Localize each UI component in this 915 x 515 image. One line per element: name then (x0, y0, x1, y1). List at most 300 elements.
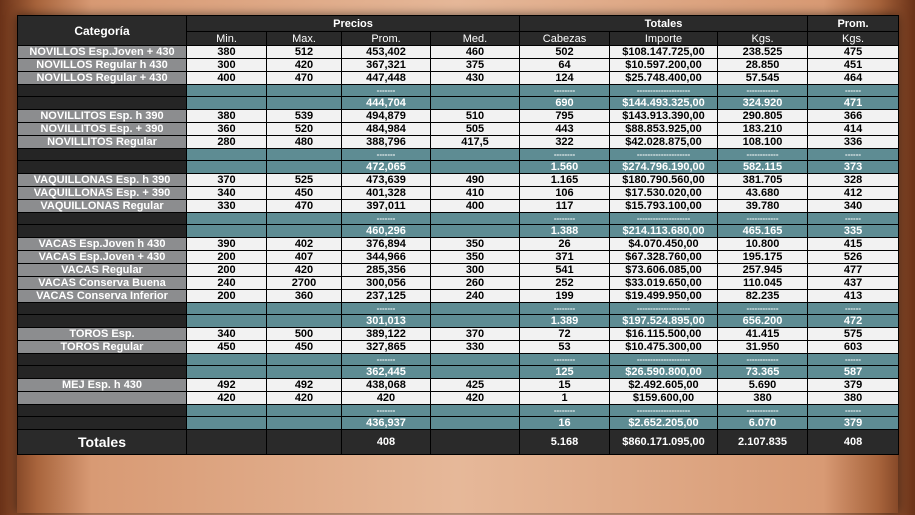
table-cell: 350 (431, 238, 520, 251)
table-cell: 195.175 (718, 251, 808, 264)
separator-row (18, 303, 899, 315)
table-cell: 490 (431, 174, 520, 187)
table-cell: 340 (808, 200, 899, 213)
table-cell: 28.850 (718, 59, 808, 72)
table-cell: 380 (808, 392, 899, 405)
table-cell: $2.652.205,00 (610, 417, 718, 430)
category-label (18, 225, 187, 238)
table-cell: 472,065 (342, 161, 431, 174)
category-label: VAQUILLONAS Regular (18, 200, 187, 213)
table-cell: ------------ (718, 354, 808, 366)
table-cell: 473,639 (342, 174, 431, 187)
table-cell: 367,321 (342, 59, 431, 72)
table-cell (267, 161, 342, 174)
table-cell: 525 (267, 174, 342, 187)
table-cell: 373 (808, 161, 899, 174)
table-cell: 340 (187, 328, 267, 341)
table-cell: 397,011 (342, 200, 431, 213)
table-cell: 330 (187, 200, 267, 213)
table-cell: 420 (431, 392, 520, 405)
table-cell (187, 354, 267, 366)
table-cell: 370 (431, 328, 520, 341)
table-cell: 541 (520, 264, 610, 277)
table-body (18, 46, 899, 430)
table-cell: 380 (187, 46, 267, 59)
table-cell: 380 (718, 392, 808, 405)
table-cell: 57.545 (718, 72, 808, 85)
table-cell: 417,5 (431, 136, 520, 149)
table-cell (267, 315, 342, 328)
table-cell: 39.780 (718, 200, 808, 213)
table-cell: 1.388 (520, 225, 610, 238)
table-cell: 300,056 (342, 277, 431, 290)
table-cell: 43.680 (718, 187, 808, 200)
table-cell (431, 161, 520, 174)
table-cell: 510 (431, 110, 520, 123)
table-cell (187, 417, 267, 430)
table-cell: 539 (267, 110, 342, 123)
table-cell: -------- (520, 354, 610, 366)
table-row (18, 200, 899, 213)
separator-row (18, 213, 899, 225)
header-prom: Prom. (342, 32, 431, 46)
table-cell: 407 (267, 251, 342, 264)
table-cell: 10.800 (718, 238, 808, 251)
table-cell: 502 (520, 46, 610, 59)
table-cell: 450 (187, 341, 267, 354)
category-label: VAQUILLONAS Esp. h 390 (18, 174, 187, 187)
table-cell: $33.019.650,00 (610, 277, 718, 290)
header-importe: Importe (610, 32, 718, 46)
table-cell: 73.365 (718, 366, 808, 379)
table-cell: 444,704 (342, 97, 431, 110)
category-label (18, 315, 187, 328)
table-cell: 290.805 (718, 110, 808, 123)
subtotal-row (18, 97, 899, 110)
table-cell (187, 149, 267, 161)
table-cell: ------- (342, 213, 431, 225)
table-cell: 656.200 (718, 315, 808, 328)
table-cell (187, 213, 267, 225)
table-cell: 1.165 (520, 174, 610, 187)
table-cell: 379 (808, 417, 899, 430)
table-cell: ------ (808, 303, 899, 315)
table-cell: 447,448 (342, 72, 431, 85)
table-cell: 252 (520, 277, 610, 290)
table-cell: $73.606.085,00 (610, 264, 718, 277)
table-cell: -------- (520, 213, 610, 225)
table-cell: 1.560 (520, 161, 610, 174)
table-cell: 362,445 (342, 366, 431, 379)
table-row (18, 392, 899, 405)
table-row (18, 46, 899, 59)
table-cell (431, 97, 520, 110)
header-kgs: Kgs. (718, 32, 808, 46)
table-cell: 420 (267, 59, 342, 72)
table-cell: 376,894 (342, 238, 431, 251)
table-cell: 238.525 (718, 46, 808, 59)
table-cell: $10.597.200,00 (610, 59, 718, 72)
category-label: TOROS Esp. (18, 328, 187, 341)
table-cell: 200 (187, 290, 267, 303)
table-cell: 412 (808, 187, 899, 200)
table-cell: 117 (520, 200, 610, 213)
table-cell: 690 (520, 97, 610, 110)
table-cell: 260 (431, 277, 520, 290)
table-cell: 108.100 (718, 136, 808, 149)
table-cell: 360 (187, 123, 267, 136)
table-cell: $274.796.190,00 (610, 161, 718, 174)
table-cell: $42.028.875,00 (610, 136, 718, 149)
table-cell: 237,125 (342, 290, 431, 303)
table-cell (431, 149, 520, 161)
separator-row (18, 405, 899, 417)
table-cell: -------------------- (610, 405, 718, 417)
table-cell: 53 (520, 341, 610, 354)
table-cell: 575 (808, 328, 899, 341)
separator-row (18, 85, 899, 97)
table-cell: 26 (520, 238, 610, 251)
livestock-prices-table-frame (17, 15, 898, 513)
totals-cell: 5.168 (520, 430, 610, 455)
category-label (18, 354, 187, 366)
table-cell: 437 (808, 277, 899, 290)
table-row (18, 238, 899, 251)
table-cell: -------- (520, 149, 610, 161)
table-cell: ------ (808, 354, 899, 366)
header-med: Med. (431, 32, 520, 46)
table-cell: ------- (342, 149, 431, 161)
table-cell: 350 (431, 251, 520, 264)
header-group-totales: Totales (520, 16, 808, 32)
table-cell: $180.790.560,00 (610, 174, 718, 187)
table-cell: $88.853.925,00 (610, 123, 718, 136)
table-cell: -------- (520, 405, 610, 417)
table-cell: $26.590.800,00 (610, 366, 718, 379)
table-cell: 1 (520, 392, 610, 405)
table-cell: 460 (431, 46, 520, 59)
category-label: NOVILLITOS Regular (18, 136, 187, 149)
category-label: NOVILLOS Regular + 430 (18, 72, 187, 85)
header-prom-kgs: Kgs. (808, 32, 899, 46)
table-cell: 512 (267, 46, 342, 59)
table-cell: 240 (187, 277, 267, 290)
table-cell: 200 (187, 264, 267, 277)
table-cell: ------ (808, 85, 899, 97)
table-cell: 16 (520, 417, 610, 430)
table-cell: 438,068 (342, 379, 431, 392)
table-cell: 400 (431, 200, 520, 213)
totals-cell (267, 430, 342, 455)
category-label (18, 405, 187, 417)
header-cabezas: Cabezas (520, 32, 610, 46)
category-label: NOVILLOS Regular h 430 (18, 59, 187, 72)
table-cell: 388,796 (342, 136, 431, 149)
table-cell: 494,879 (342, 110, 431, 123)
table-cell: 340 (187, 187, 267, 200)
table-cell (267, 97, 342, 110)
table-row (18, 264, 899, 277)
table-cell (267, 85, 342, 97)
table-cell: 410 (431, 187, 520, 200)
category-label (18, 149, 187, 161)
category-label (18, 213, 187, 225)
table-cell: 453,402 (342, 46, 431, 59)
table-cell: $143.913.390,00 (610, 110, 718, 123)
table-cell: 1.389 (520, 315, 610, 328)
table-cell: 336 (808, 136, 899, 149)
totals-label: Totales (18, 430, 187, 455)
table-row (18, 341, 899, 354)
category-label: VAQUILLONAS Esp. + 390 (18, 187, 187, 200)
table-cell: $16.115.500,00 (610, 328, 718, 341)
table-cell: 451 (808, 59, 899, 72)
table-cell (187, 303, 267, 315)
table-cell: -------------------- (610, 303, 718, 315)
header-max: Max. (267, 32, 342, 46)
table-cell (187, 366, 267, 379)
table-cell: 280 (187, 136, 267, 149)
livestock-prices-table (17, 15, 899, 455)
category-label (18, 417, 187, 430)
table-cell (267, 417, 342, 430)
table-cell: 322 (520, 136, 610, 149)
table-cell: 344,966 (342, 251, 431, 264)
table-cell (267, 225, 342, 238)
table-cell: $67.328.760,00 (610, 251, 718, 264)
totals-cell (187, 430, 267, 455)
table-cell: ------- (342, 354, 431, 366)
table-cell (187, 405, 267, 417)
table-cell: 335 (808, 225, 899, 238)
table-cell: 460,296 (342, 225, 431, 238)
table-cell: 2700 (267, 277, 342, 290)
category-label (18, 303, 187, 315)
table-cell: $144.493.325,00 (610, 97, 718, 110)
category-label: NOVILLOS Esp.Joven + 430 (18, 46, 187, 59)
table-cell (431, 366, 520, 379)
table-cell: ------------ (718, 303, 808, 315)
category-label: VACAS Esp.Joven + 430 (18, 251, 187, 264)
table-cell: 603 (808, 341, 899, 354)
table-cell: -------- (520, 85, 610, 97)
table-cell: 5.690 (718, 379, 808, 392)
table-cell: 520 (267, 123, 342, 136)
table-cell: 425 (431, 379, 520, 392)
table-cell: 465.165 (718, 225, 808, 238)
header-row-groups (18, 16, 899, 32)
separator-row (18, 149, 899, 161)
table-cell (431, 405, 520, 417)
category-label: VACAS Esp.Joven h 430 (18, 238, 187, 251)
table-cell: 124 (520, 72, 610, 85)
header-min: Min. (187, 32, 267, 46)
table-cell (267, 405, 342, 417)
table-cell: 420 (267, 392, 342, 405)
table-cell (187, 85, 267, 97)
table-cell: 125 (520, 366, 610, 379)
table-cell: 183.210 (718, 123, 808, 136)
table-cell: ------------ (718, 405, 808, 417)
totals-cell (431, 430, 520, 455)
table-cell: 430 (431, 72, 520, 85)
table-cell: 370 (187, 174, 267, 187)
table-cell (267, 149, 342, 161)
table-cell: 110.045 (718, 277, 808, 290)
table-cell: ------------ (718, 213, 808, 225)
subtotal-row (18, 161, 899, 174)
totals-row (18, 430, 899, 455)
table-cell: ------- (342, 405, 431, 417)
category-label: NOVILLITOS Esp. h 390 (18, 110, 187, 123)
table-cell: $159.600,00 (610, 392, 718, 405)
table-cell: 587 (808, 366, 899, 379)
table-cell: 400 (187, 72, 267, 85)
table-cell: 414 (808, 123, 899, 136)
table-cell: 257.945 (718, 264, 808, 277)
category-label (18, 85, 187, 97)
table-cell (267, 213, 342, 225)
category-label: TOROS Regular (18, 341, 187, 354)
subtotal-row (18, 315, 899, 328)
table-cell: 15 (520, 379, 610, 392)
table-cell: $108.147.725,00 (610, 46, 718, 59)
category-label: VACAS Regular (18, 264, 187, 277)
table-cell: 240 (431, 290, 520, 303)
table-cell: 464 (808, 72, 899, 85)
subtotal-row (18, 225, 899, 238)
table-cell: ------- (342, 85, 431, 97)
table-cell: 443 (520, 123, 610, 136)
table-cell: $17.530.020,00 (610, 187, 718, 200)
table-cell: 415 (808, 238, 899, 251)
table-cell: $19.499.950,00 (610, 290, 718, 303)
table-row (18, 328, 899, 341)
table-cell (267, 354, 342, 366)
totals-cell: $860.171.095,00 (610, 430, 718, 455)
table-cell: -------------------- (610, 85, 718, 97)
table-row (18, 136, 899, 149)
table-row (18, 110, 899, 123)
table-cell: 371 (520, 251, 610, 264)
table-cell: ------- (342, 303, 431, 315)
table-cell: 375 (431, 59, 520, 72)
table-cell: 82.235 (718, 290, 808, 303)
table-cell: 402 (267, 238, 342, 251)
table-cell: 31.950 (718, 341, 808, 354)
table-cell: 41.415 (718, 328, 808, 341)
table-cell: $214.113.680,00 (610, 225, 718, 238)
category-label: MEJ Esp. h 430 (18, 379, 187, 392)
header-group-precios: Precios (187, 16, 520, 32)
table-row (18, 290, 899, 303)
table-cell: 401,328 (342, 187, 431, 200)
table-cell: 413 (808, 290, 899, 303)
table-cell (431, 354, 520, 366)
table-cell: -------------------- (610, 149, 718, 161)
table-cell: 477 (808, 264, 899, 277)
table-cell: 300 (187, 59, 267, 72)
table-cell: 390 (187, 238, 267, 251)
table-cell: 381.705 (718, 174, 808, 187)
table-cell: 480 (267, 136, 342, 149)
table-cell: 582.115 (718, 161, 808, 174)
table-cell: 379 (808, 379, 899, 392)
table-cell: $10.475.300,00 (610, 341, 718, 354)
totals-cell: 408 (342, 430, 431, 455)
table-cell: 327,865 (342, 341, 431, 354)
table-cell: 472 (808, 315, 899, 328)
table-cell: 470 (267, 72, 342, 85)
table-cell: 471 (808, 97, 899, 110)
table-cell: 420 (342, 392, 431, 405)
table-cell: 200 (187, 251, 267, 264)
table-cell (431, 225, 520, 238)
table-cell: 420 (267, 264, 342, 277)
table-cell: -------- (520, 303, 610, 315)
table-cell: 360 (267, 290, 342, 303)
table-cell: 526 (808, 251, 899, 264)
table-cell: 106 (520, 187, 610, 200)
table-cell: 300 (431, 264, 520, 277)
table-row (18, 251, 899, 264)
table-cell (187, 225, 267, 238)
category-label (18, 366, 187, 379)
table-cell (267, 303, 342, 315)
table-cell: $25.748.400,00 (610, 72, 718, 85)
table-cell: 484,984 (342, 123, 431, 136)
table-cell (431, 213, 520, 225)
table-cell: 64 (520, 59, 610, 72)
table-cell: 500 (267, 328, 342, 341)
table-cell (187, 161, 267, 174)
table-cell (431, 315, 520, 328)
table-cell (431, 303, 520, 315)
separator-row (18, 354, 899, 366)
table-cell (431, 417, 520, 430)
table-cell: 328 (808, 174, 899, 187)
table-cell: 470 (267, 200, 342, 213)
table-cell (187, 315, 267, 328)
table-row (18, 379, 899, 392)
table-cell: 6.070 (718, 417, 808, 430)
table-cell: -------------------- (610, 354, 718, 366)
table-cell: 420 (187, 392, 267, 405)
table-cell: ------ (808, 405, 899, 417)
table-cell: 330 (431, 341, 520, 354)
category-label (18, 97, 187, 110)
table-cell: 324.920 (718, 97, 808, 110)
table-row (18, 72, 899, 85)
table-cell: 380 (187, 110, 267, 123)
table-cell: 475 (808, 46, 899, 59)
table-row (18, 174, 899, 187)
table-cell: ------------ (718, 149, 808, 161)
subtotal-row (18, 417, 899, 430)
category-label (18, 161, 187, 174)
table-cell: ------------ (718, 85, 808, 97)
category-label: VACAS Conserva Buena (18, 277, 187, 290)
table-cell: $4.070.450,00 (610, 238, 718, 251)
table-cell: 492 (267, 379, 342, 392)
table-cell: 199 (520, 290, 610, 303)
table-row (18, 59, 899, 72)
table-row (18, 277, 899, 290)
table-cell: 285,356 (342, 264, 431, 277)
totals-cell: 2.107.835 (718, 430, 808, 455)
table-cell: 505 (431, 123, 520, 136)
category-label: VACAS Conserva Inferior (18, 290, 187, 303)
